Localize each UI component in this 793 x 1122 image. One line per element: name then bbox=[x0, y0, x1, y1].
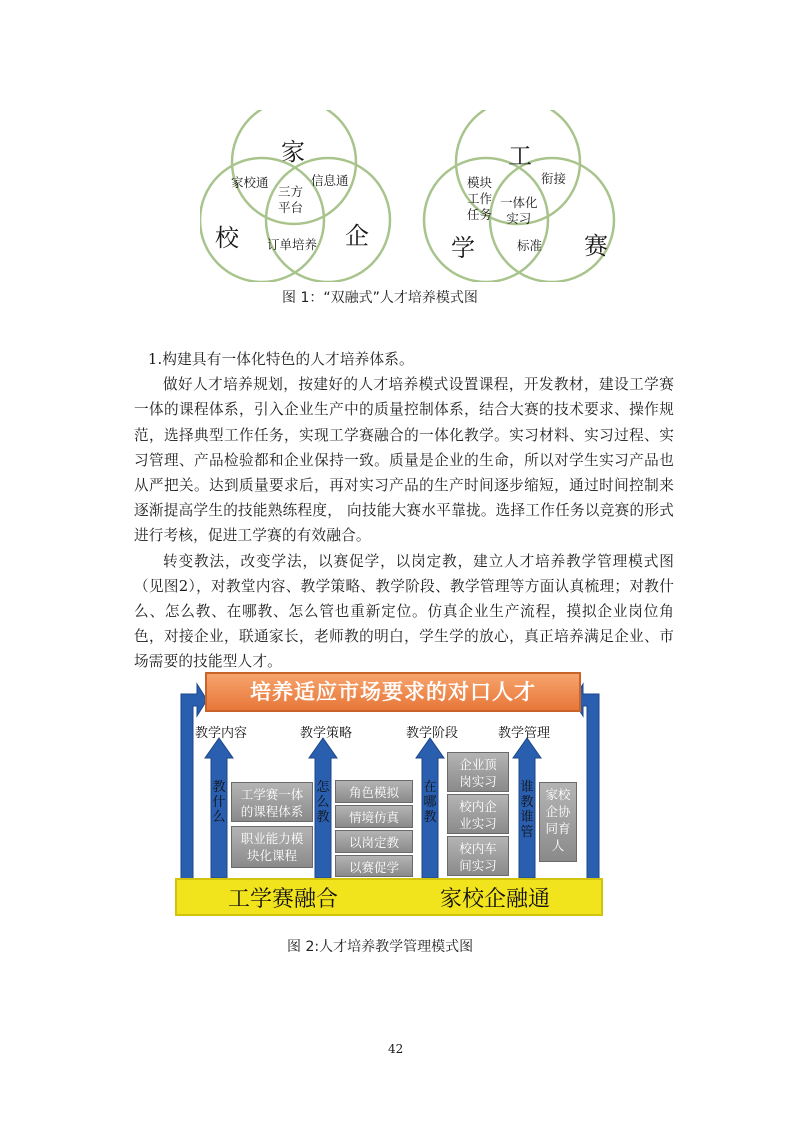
arrow-text-col-1: 教 什 么 bbox=[212, 780, 226, 825]
figure1-caption: 图 1：“双融式”人才培养模式图 bbox=[282, 290, 478, 306]
left-return-arrow bbox=[181, 684, 207, 880]
venn-overlap-work-study: 模块 工作 任务 bbox=[467, 175, 493, 222]
figure2-diagram bbox=[175, 670, 605, 918]
venn-label-contest: 赛 bbox=[584, 232, 608, 260]
base-label-left: 工学赛融合 bbox=[227, 886, 338, 912]
stage-box-internship: 企业顶 岗实习 bbox=[447, 752, 509, 792]
strategy-box-post-based: 以岗定教 bbox=[335, 830, 413, 853]
venn-overlap-home-enterprise: 信息通 bbox=[311, 173, 349, 188]
figure2-base bbox=[175, 878, 603, 916]
arrow-text-col-2: 怎 么 教 bbox=[316, 780, 330, 825]
base-label-right: 家校企融通 bbox=[439, 886, 550, 912]
column-label-stage: 教学阶段 bbox=[406, 726, 459, 741]
venn-label-enterprise: 企 bbox=[345, 222, 369, 250]
strategy-box-contest-based: 以赛促学 bbox=[335, 855, 413, 877]
arrow-text-col-4: 谁 教 谁 管 bbox=[520, 780, 534, 840]
venn-center-right: 一体化 实习 bbox=[500, 195, 538, 226]
figure2-banner: 培养适应市场要求的对口人才 bbox=[205, 672, 581, 712]
content-box-modular-courses: 职业能力模 块化课程 bbox=[231, 826, 313, 868]
paragraph-1: 做好人才培养规划，按建好的人才培养模式设置课程，开发教材，建设工学赛一体的课程体系，引入企业生产中的质量控制体系，结合大赛的技术要求、操作规范，选择典型工作任务，实现工学赛融合的一体化教学。实习材料、实习过程、实习管理、产品检验都和企业保持一致。质量是企业的生命，所以对学生实习产品也从严把关。达到质量要求后，再对实习产品的生产时间逐步缩短，通过时间控制来逐渐提高学生的技能熟练程度， 向技能大赛水平靠拢。选择工作任务以竞赛的形式进行考核，促进工学赛的有效融合。 bbox=[134, 376, 674, 545]
paragraph-2: 转变教法，改变学法，以赛促学，以岗定教，建立人才培养教学管理模式图（见图2），对教堂内容、教学策略、教学阶段、教学管理等方面认真梳理；对教什么、怎么教、在哪教、怎么管也重新定位。仿真企业生产流程，摸拟企业岗位角色，对接企业，联通家长，老师教的明白，学生学的放心，真正培养满足企业、市场需要的技能型人才。 bbox=[134, 552, 674, 671]
venn-overlap-home-school: 家校通 bbox=[231, 175, 269, 190]
stage-box-workshop: 校内车 间实习 bbox=[447, 836, 509, 876]
venn-label-home: 家 bbox=[281, 138, 305, 166]
strategy-box-simulation: 情境仿真 bbox=[335, 805, 413, 828]
venn-label-study: 学 bbox=[451, 234, 475, 262]
venn-center-left: 三方 平台 bbox=[278, 184, 304, 215]
venn-overlap-study-contest: 标准 bbox=[517, 238, 543, 253]
content-box-integrated-curriculum: 工学赛一体 的课程体系 bbox=[231, 782, 313, 822]
venn-label-work: 工 bbox=[508, 142, 532, 170]
column-label-management: 教学管理 bbox=[498, 726, 551, 741]
body-text bbox=[134, 347, 674, 675]
column-label-strategy: 教学策略 bbox=[300, 726, 353, 741]
venn-label-school: 校 bbox=[215, 224, 239, 252]
strategy-box-role-play: 角色模拟 bbox=[335, 780, 413, 803]
figure2-caption: 图 2:人才培养教学管理模式图 bbox=[287, 939, 474, 955]
management-box-collaborative: 家校 企协 同育 人 bbox=[539, 782, 577, 862]
page-number: 42 bbox=[388, 1042, 404, 1056]
stage-box-campus-enterprise: 校内企 业实习 bbox=[447, 794, 509, 834]
venn-diagrams bbox=[200, 110, 640, 282]
venn-overlap-work-contest: 衔接 bbox=[541, 171, 567, 186]
venn-overlap-school-enterprise: 订单培养 bbox=[267, 237, 318, 252]
arrow-text-col-3: 在 哪 教 bbox=[423, 780, 437, 825]
column-label-content: 教学内容 bbox=[195, 726, 248, 741]
section-heading: 1.构建具有一体化特色的人才培养体系。 bbox=[148, 351, 414, 368]
